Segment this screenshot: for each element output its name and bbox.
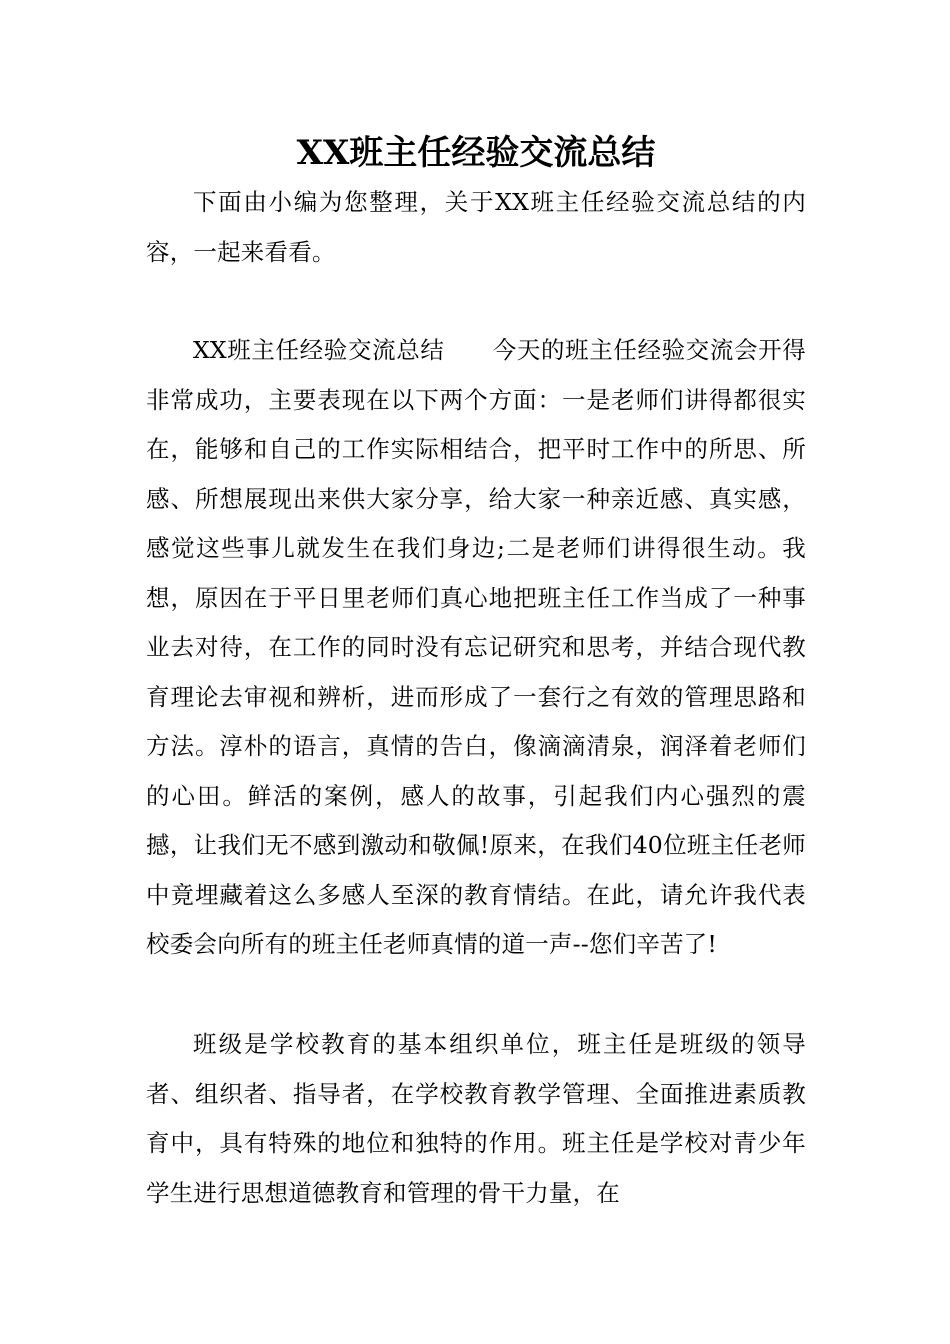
body-paragraph-2: 班级是学校教育的基本组织单位，班主任是班级的领导者、组织者、指导者，在学校教育教学管理、全面推进素质教育中，具有特殊的地位和独特的作用。班主任是学校对青少年学生进行思想道德教育和管理的骨干力量，在 bbox=[146, 1030, 806, 1207]
body-paragraph-1: XX班主任经验交流总结 今天的班主任经验交流会开得非常成功，主要表现在以下两个方面：一是老师们讲得都很实在，能够和自己的工作实际相结合，把平时工作中的所思、所感、所想展现出来供大家分享，给大家一种亲近感、真实感，感觉这些事儿就发生在我们身边;二是老师们讲得很生动。我想，原因在于平日里老师们真心地把班主任工作当成了一种事业去对待，在工作的同时没有忘记研究和思考，并结合现代教育理论去审视和辨析，进而形成了一套行之有效的管理思路和方法。淳朴的语言，真情的告白，像滴滴清泉，润泽着老师们的心田。鲜活的案例，感人的故事，引起我们内心强烈的震撼，让我们无不感到激动和敬佩!原来，在我们40位班主任老师中竟埋藏着这么多感人至深的教育情结。在此，请允许我代表校委会向所有的班主任老师真情的道一声--您们辛苦了! bbox=[146, 336, 806, 958]
document-title: XX班主任经验交流总结 bbox=[296, 133, 656, 173]
intro-paragraph: 下面由小编为您整理，关于XX班主任经验交流总结的内容，一起来看看。 bbox=[146, 188, 806, 266]
